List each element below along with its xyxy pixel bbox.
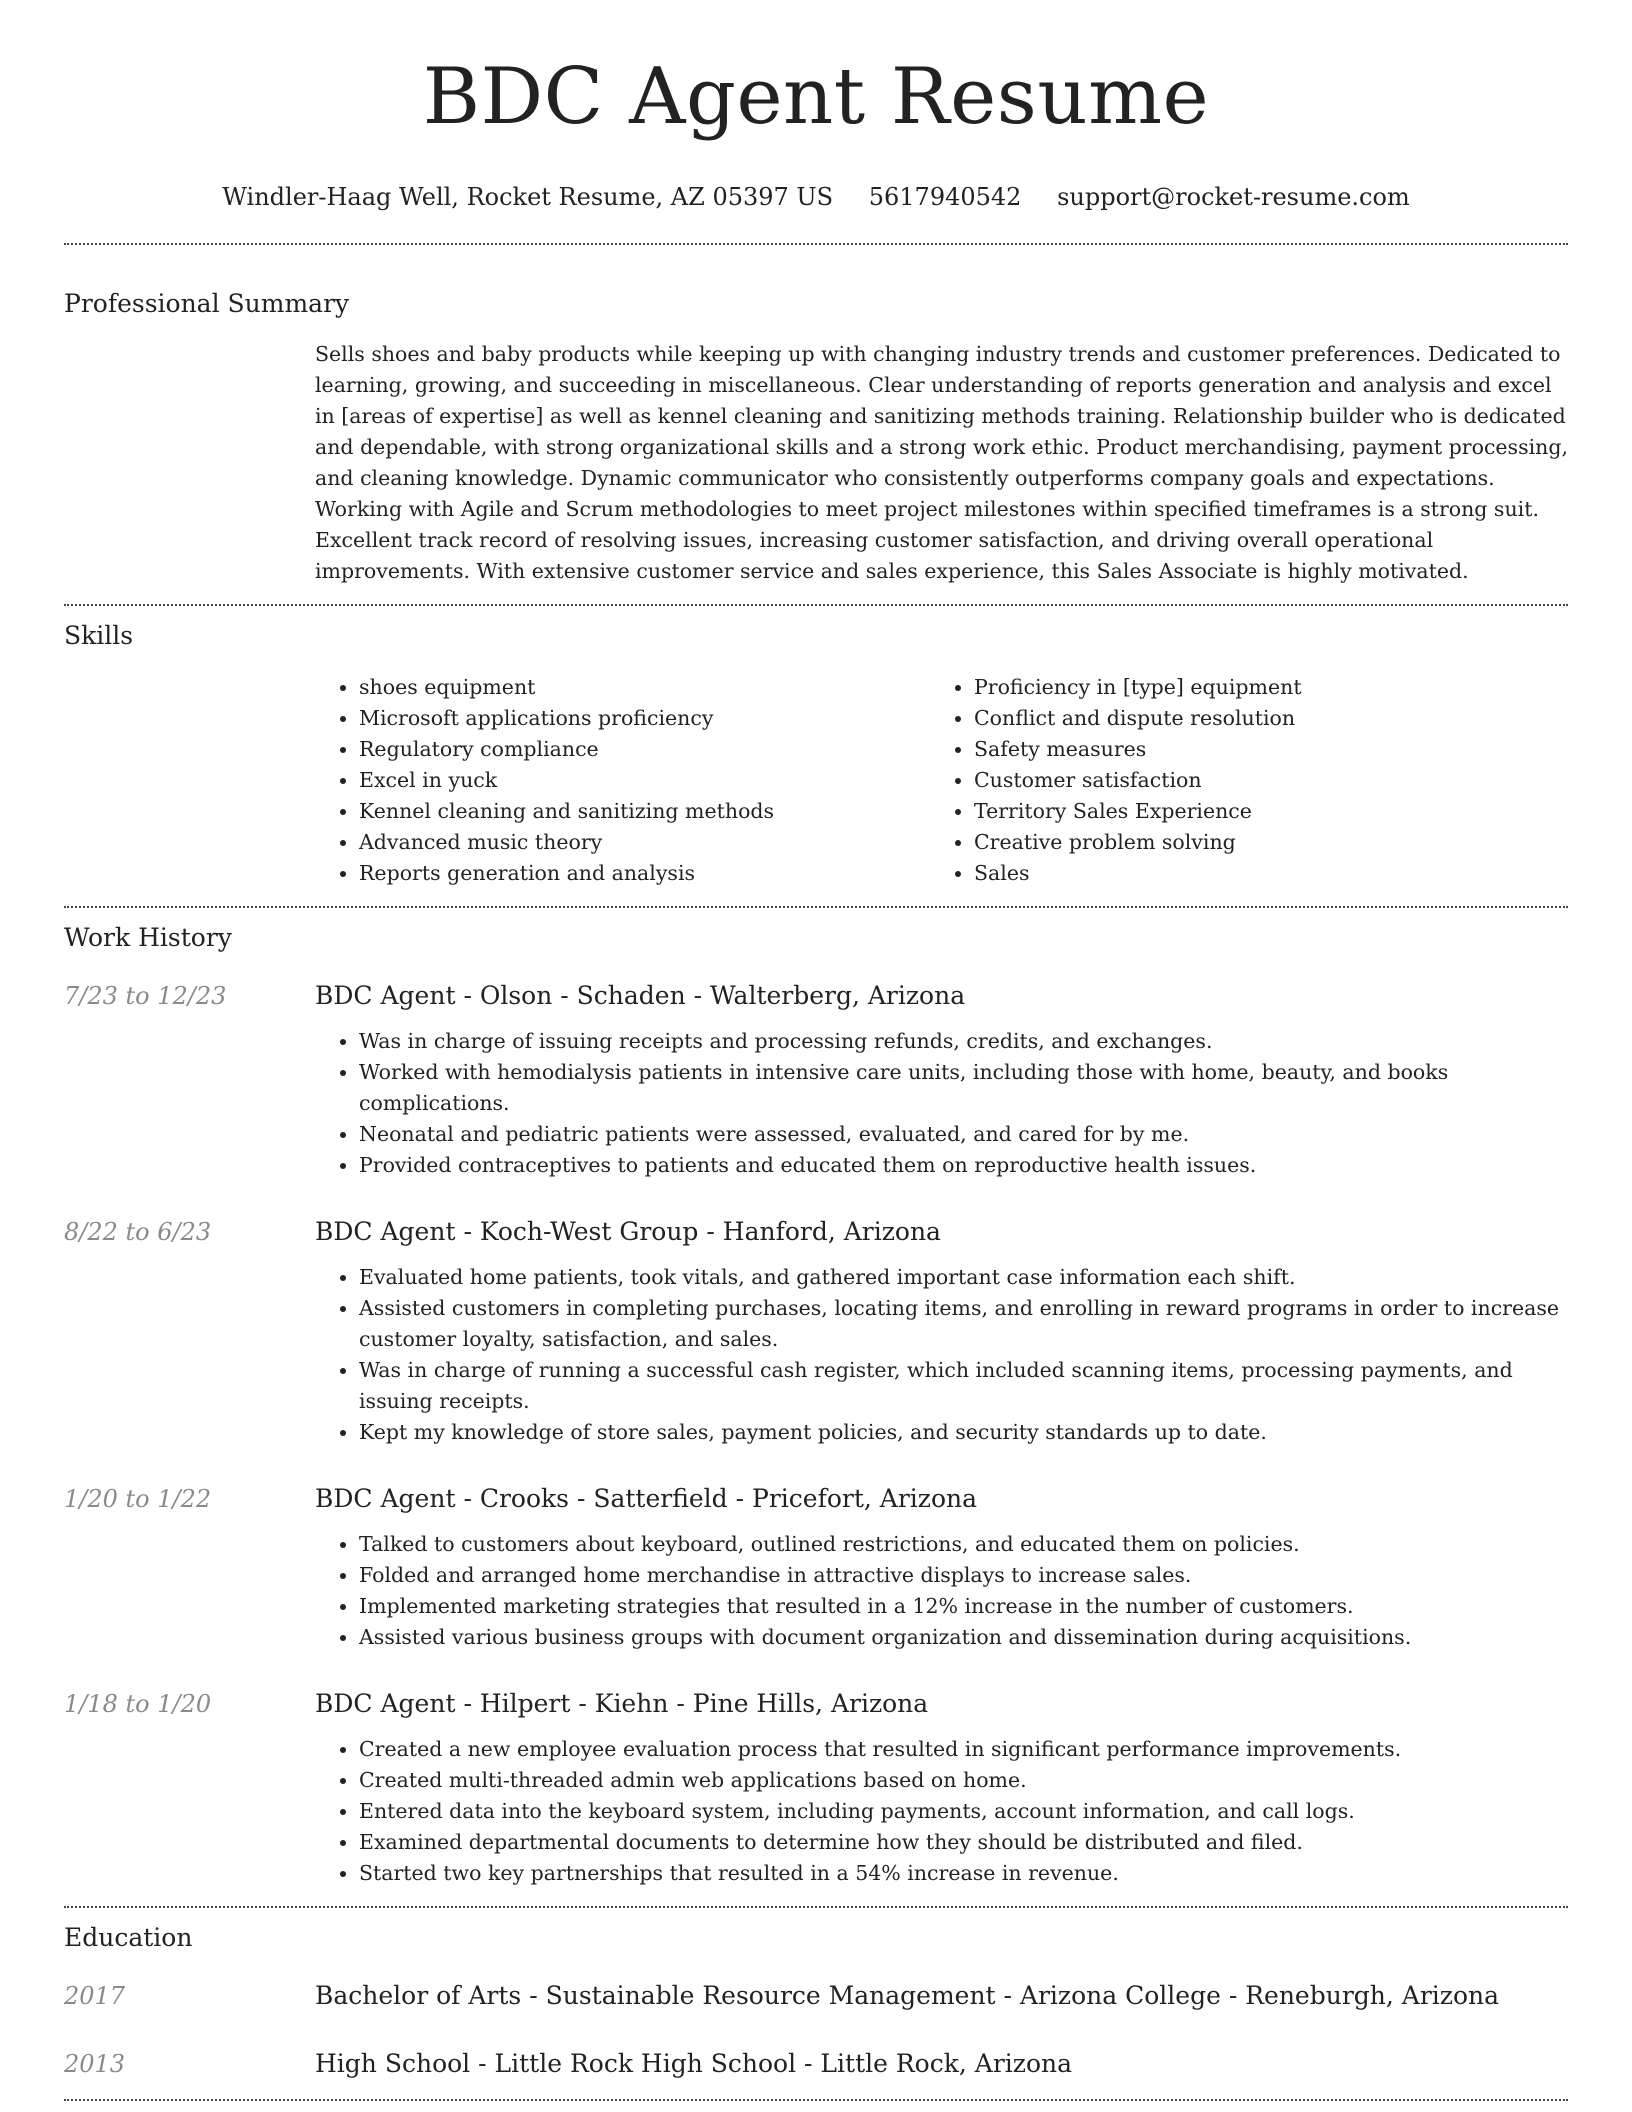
skill-item: • Safety measures (974, 734, 1568, 765)
job-bullet: • Started two key partnerships that resulted in a 54% increase in revenue. (359, 1858, 1568, 1889)
skill-item: • Customer satisfaction (974, 765, 1568, 796)
job-bullet: • Assisted various business groups with document organization and dissemination during acquisitions. (359, 1622, 1568, 1653)
job-heading: BDC Agent - Olson - Schaden - Walterberg, Arizona (315, 981, 966, 1010)
skill-item: • Conflict and dispute resolution (974, 703, 1568, 734)
skill-item: • Advanced music theory (359, 827, 930, 858)
resume-title: BDC Agent Resume (422, 52, 1210, 142)
contact-phone: 5617940542 (868, 183, 1022, 211)
section-divider (64, 2099, 1568, 2101)
summary-text: Sells shoes and baby products while keeping up with changing industry trends and customer preferences. Dedicated to learning, growing, and succeeding in miscellaneous. Clear understanding of reports generation and analysis and excel in [areas of expertise] as well as kennel cleaning and sanitizing methods training. Relationship builder who is dedicated and dependable, with strong organizational skills and a strong work ethic. Product merchandising, payment processing, and cleaning knowledge. Dynamic communicator who consistently outperforms company goals and expectations. Working with Agile and Scrum methodologies to meet project milestones within specified timeframes is a strong suit. Excellent track record of resolving issues, increasing customer satisfaction, and driving overall operational improvements. With extensive customer service and sales experience, this Sales Associate is highly motivated. (315, 342, 1568, 583)
section-title-education: Education (64, 1923, 193, 1952)
job-bullet: • Worked with hemodialysis patients in intensive care units, including those with home, beauty, and books complications. (359, 1057, 1568, 1119)
skill-item: • Sales (974, 858, 1568, 889)
job-bullet: • Implemented marketing strategies that resulted in a 12% increase in the number of customers. (359, 1591, 1568, 1622)
education-date: 2017 (64, 1982, 126, 2010)
education-heading: Bachelor of Arts - Sustainable Resource Management - Arizona College - Reneburgh, Arizona (315, 1981, 1500, 2010)
job-bullet: • Created a new employee evaluation process that resulted in significant performance improvements. (359, 1734, 1568, 1765)
section-divider (64, 906, 1568, 908)
job-bullet: • Kept my knowledge of store sales, payment policies, and security standards up to date. (359, 1417, 1568, 1448)
job-entry (64, 978, 1568, 1181)
job-date: 1/18 to 1/20 (64, 1690, 212, 1718)
job-heading: BDC Agent - Hilpert - Kiehn - Pine Hills, Arizona (315, 1689, 929, 1718)
job-bullet: • Created multi-threaded admin web applications based on home. (359, 1765, 1568, 1796)
job-bullet: • Was in charge of issuing receipts and processing refunds, credits, and exchanges. (359, 1026, 1568, 1057)
job-bullets (315, 1262, 1568, 1448)
skill-item: • shoes equipment (359, 672, 930, 703)
education-date: 2013 (64, 2050, 126, 2078)
job-entry (64, 1481, 1568, 1653)
job-bullet: • Was in charge of running a successful cash register, which included scanning items, processing payments, and issuing receipts. (359, 1355, 1568, 1417)
skill-item: • Reports generation and analysis (359, 858, 930, 889)
skill-item: • Proficiency in [type] equipment (974, 672, 1568, 703)
education-section (64, 1920, 1568, 2082)
skill-item: • Creative problem solving (974, 827, 1568, 858)
section-title-summary: Professional Summary (64, 289, 350, 318)
job-bullet: • Talked to customers about keyboard, outlined restrictions, and educated them on policies. (359, 1529, 1568, 1560)
skills-list-right (930, 672, 1568, 889)
summary-section (64, 286, 1568, 587)
skills-section (64, 618, 1568, 889)
job-bullets (315, 1026, 1568, 1181)
work-history-section (64, 920, 1568, 1889)
section-divider (64, 243, 1568, 245)
job-date: 8/22 to 6/23 (64, 1218, 212, 1246)
education-entry (64, 2046, 1568, 2082)
education-entry (64, 1978, 1568, 2014)
job-entry (64, 1686, 1568, 1889)
section-divider (64, 604, 1568, 606)
skill-item: • Kennel cleaning and sanitizing methods (359, 796, 930, 827)
job-date: 1/20 to 1/22 (64, 1485, 212, 1513)
job-bullets (315, 1529, 1568, 1653)
education-heading: High School - Little Rock High School - Little Rock, Arizona (315, 2049, 1073, 2078)
job-bullet: • Neonatal and pediatric patients were assessed, evaluated, and cared for by me. (359, 1119, 1568, 1150)
job-bullet: • Provided contraceptives to patients and educated them on reproductive health issues. (359, 1150, 1568, 1181)
job-bullet: • Examined departmental documents to determine how they should be distributed and filed. (359, 1827, 1568, 1858)
job-bullets (315, 1734, 1568, 1889)
job-bullet: • Folded and arranged home merchandise in attractive displays to increase sales. (359, 1560, 1568, 1591)
skill-item: • Microsoft applications proficiency (359, 703, 930, 734)
contact-address: Windler-Haag Well, Rocket Resume, AZ 05397 US (222, 183, 834, 211)
skills-list-left (315, 672, 930, 889)
section-title-skills: Skills (64, 621, 134, 650)
skill-item: • Excel in yuck (359, 765, 930, 796)
section-divider (64, 1906, 1568, 1908)
section-title-work: Work History (64, 923, 232, 952)
contact-line (64, 180, 1568, 214)
skill-item: • Territory Sales Experience (974, 796, 1568, 827)
job-bullet: • Evaluated home patients, took vitals, and gathered important case information each shift. (359, 1262, 1568, 1293)
job-bullet: • Entered data into the keyboard system, including payments, account information, and call logs. (359, 1796, 1568, 1827)
job-heading: BDC Agent - Koch-West Group - Hanford, Arizona (315, 1217, 941, 1246)
job-date: 7/23 to 12/23 (64, 982, 227, 1010)
job-entry (64, 1214, 1568, 1448)
resume-page (64, 0, 1568, 2101)
contact-email: support@rocket-resume.com (1057, 183, 1410, 211)
job-heading: BDC Agent - Crooks - Satterfield - Pricefort, Arizona (315, 1484, 977, 1513)
job-bullet: • Assisted customers in completing purchases, locating items, and enrolling in reward programs in order to increase customer loyalty, satisfaction, and sales. (359, 1293, 1568, 1355)
skill-item: • Regulatory compliance (359, 734, 930, 765)
